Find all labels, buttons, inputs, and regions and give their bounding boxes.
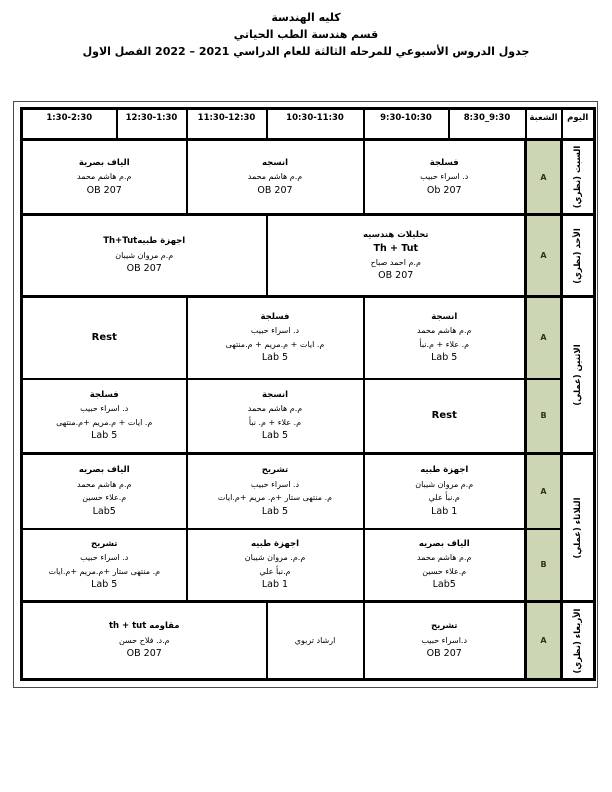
class-slot-cell <box>364 297 526 379</box>
course-name: تشريح <box>91 538 118 549</box>
course-name: اجهزة طبيه <box>250 538 300 549</box>
room: OB 207 <box>126 648 162 660</box>
course-name: اجهزة طبيه <box>420 465 469 476</box>
course-name: انسجه <box>261 157 289 168</box>
room: OB 207 <box>378 270 414 281</box>
class-slot-cell <box>187 297 364 379</box>
course-type: Th + Tut <box>373 243 419 254</box>
section-cell: A <box>526 454 562 529</box>
assistants: م.علاء حسين <box>82 493 127 503</box>
class-slot-cell <box>22 529 187 602</box>
class-slot-cell <box>187 454 364 529</box>
room: OB 207 <box>257 184 293 196</box>
rest-cell <box>364 379 526 454</box>
room: OB 207 <box>126 263 162 275</box>
class-slot-cell <box>364 454 526 529</box>
course-name: انسجة <box>431 311 458 322</box>
class-slot-cell <box>22 379 187 454</box>
assistants: م.علاء حسين <box>422 566 467 576</box>
room: Lab 5 <box>431 352 458 364</box>
lecturer-name: د. اسراء حبيب <box>250 326 300 336</box>
section-cell: B <box>526 529 562 602</box>
day-tuesday: الثلاثاء (عملي) <box>562 454 595 602</box>
section-cell: A <box>526 215 562 297</box>
section-cell: A <box>526 140 562 215</box>
row-wednesday-a <box>22 602 595 680</box>
row-saturday-a <box>22 140 595 215</box>
day-monday: الاثنين (عملي) <box>562 297 595 454</box>
room: Lab 5 <box>91 579 118 591</box>
lecturer-name: م.م هاشم محمد <box>77 479 132 489</box>
course-name: انسجة <box>261 389 289 400</box>
lecturer-name: م.م هاشم محمد <box>247 172 303 182</box>
course-name: مقاومه th + tut <box>108 621 180 632</box>
lecturer-name: م.م هاشم محمد <box>247 404 303 414</box>
room: Lab 1 <box>431 505 458 517</box>
lecturer-name: م.م هاشم محمد <box>77 172 132 182</box>
course-name: تحليلات هندسيه <box>363 229 429 240</box>
class-slot-cell <box>22 215 267 297</box>
row-monday-b <box>22 379 595 454</box>
lecturer-name: م.د. فلاح حسن <box>118 635 170 645</box>
course-name: الياف بصريه <box>78 465 130 476</box>
class-slot-cell <box>22 140 187 215</box>
row-sunday-a <box>22 215 595 297</box>
day-saturday: السبت (نظري) <box>562 140 595 215</box>
schedule-title: جدول الدروس الأسبوعي للمرحله الثالثة للعام الدراسي 2021 – 2022 الفصل الاول <box>82 45 530 58</box>
assistants: م. علاء + م. نبأ <box>248 417 302 427</box>
section-cell: A <box>526 602 562 680</box>
lecturer-name: د. اسراء حبيب <box>80 553 129 563</box>
course-name: فسلجة <box>260 311 290 322</box>
room: Lab5 <box>92 505 116 517</box>
class-slot-cell <box>267 215 526 297</box>
page-header <box>0 9 612 60</box>
row-tuesday-b <box>22 529 595 602</box>
lecturer-name: م.م. مروان شيبان <box>244 553 306 563</box>
course-name: الياف بصرية <box>78 157 130 168</box>
lecturer-name: م.م مروان شيبان <box>115 250 174 260</box>
rest-cell <box>22 297 187 379</box>
class-slot-cell <box>22 602 267 680</box>
assistants: م. علاء + م.نبأ <box>419 339 470 349</box>
class-slot-cell <box>187 379 364 454</box>
course-name: فسلجة <box>429 157 459 168</box>
class-slot-cell <box>364 140 526 215</box>
section-cell: B <box>526 379 562 454</box>
lecturer-name: د. اسراء حبيب <box>420 172 469 182</box>
department-title: قسم هندسة الطب الحياتي <box>233 28 379 41</box>
day-column-header: اليوم <box>562 109 595 140</box>
lecturer-name: م.م هاشم محمد <box>417 326 472 336</box>
room: OB 207 <box>426 648 462 660</box>
lecturer-name: د. اسراء حبيب <box>250 479 300 489</box>
assistants: م. منتهى ستار +م. مريم +م.ايات <box>217 493 333 503</box>
time-header-4: 11:30-12:30 <box>187 109 267 140</box>
assistants: م. ايات + م.مريم +م.منتهى <box>56 417 153 427</box>
row-monday-a <box>22 297 595 379</box>
assistants: م. ايات + م.مريم + م.منتهى <box>225 339 325 349</box>
lecturer-name: م.م هاشم محمد <box>417 553 472 563</box>
time-header-2: 9:30-10:30 <box>364 109 449 140</box>
course-name: فسلجة <box>89 389 119 400</box>
room: Lab 5 <box>261 430 289 442</box>
class-slot-cell <box>187 529 364 602</box>
day-sunday: الأحد (نظري) <box>562 215 595 297</box>
section-cell: A <box>526 297 562 379</box>
course-name: الياف بصريه <box>418 538 470 549</box>
course-name: تشريح <box>431 621 458 632</box>
guidance-cell <box>267 602 364 680</box>
assistants: م.نبأ علي <box>259 566 291 576</box>
course-name: تشريح <box>261 465 289 476</box>
room: Lab5 <box>432 579 456 591</box>
lecturer-name: م.م مروان شيبان <box>415 479 474 489</box>
course-name: اجهزة طبيهTh+Tut <box>103 236 186 247</box>
college-title: كليه الهندسة <box>271 11 341 24</box>
lecturer-name: د.اسراء حبيب <box>421 635 468 645</box>
class-slot-cell <box>364 602 526 680</box>
time-header-5: 12:30-1:30 <box>117 109 187 140</box>
rest-label: Rest <box>91 332 117 343</box>
assistants: م. منتهى ستار +م.مريم +م.ايات <box>48 566 161 576</box>
lecturer-name: د. اسراء حبيب <box>80 404 129 414</box>
time-header-3: 10:30-11:30 <box>267 109 364 140</box>
class-slot-cell <box>187 140 364 215</box>
time-header-6: 1:30-2:30 <box>22 109 117 140</box>
row-tuesday-a <box>22 454 595 529</box>
room: Lab 5 <box>91 430 118 442</box>
time-header-1: 8:30_9:30 <box>449 109 526 140</box>
room: Lab 1 <box>261 579 289 591</box>
room: Lab 5 <box>261 505 289 517</box>
room: Lab 5 <box>261 352 289 364</box>
day-wednesday: الأربعاء (نظري) <box>562 602 595 680</box>
guidance-label: ارشاد تربوي <box>294 635 336 645</box>
assistants: م.نبأ علي <box>428 493 460 503</box>
header-row <box>22 109 595 140</box>
rest-label: Rest <box>431 410 457 421</box>
room: OB 207 <box>86 184 122 196</box>
class-slot-cell <box>22 454 187 529</box>
room: Ob 207 <box>426 184 462 196</box>
section-column-header: الشعبة <box>526 109 562 140</box>
schedule-table <box>20 107 596 681</box>
lecturer-name: م.م احمد صباح <box>370 257 421 267</box>
class-slot-cell <box>364 529 526 602</box>
